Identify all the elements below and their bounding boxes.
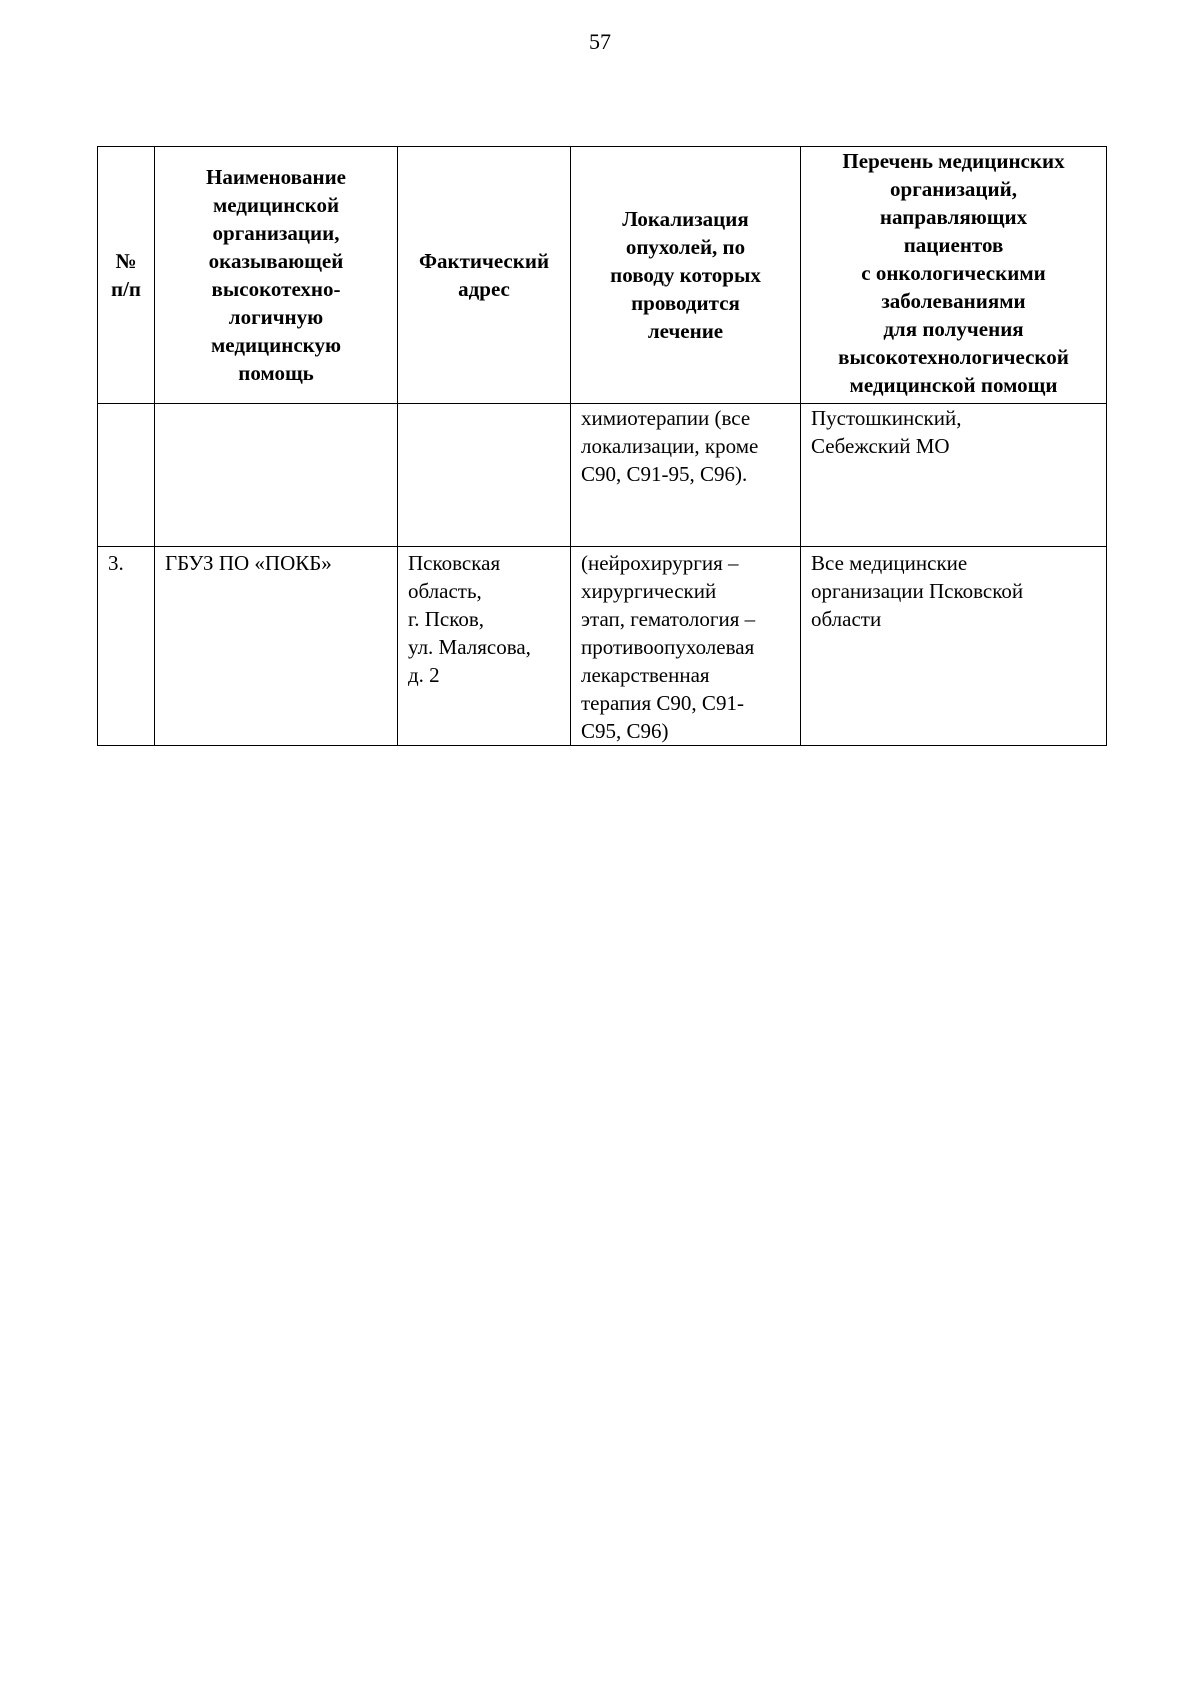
cell-number: 3.: [98, 547, 155, 746]
header-organization: Наименование медицинской организации, оказывающей высокотехно- логичную медицинскую помощь: [155, 147, 398, 404]
cell-localization: химиотерапии (все локализации, кроме С90, С91-95, С96).: [571, 404, 801, 547]
table-row: [98, 547, 1107, 746]
cell-address: [398, 404, 571, 547]
cell-number: [98, 404, 155, 547]
referral-table: [97, 146, 1107, 746]
cell-organization: [155, 404, 398, 547]
cell-localization: (нейрохирургия – хирургический этап, гематология – противоопухолевая лекарственная терапия С90, С91- С95, С96): [571, 547, 801, 746]
header-referring-organizations: Перечень медицинских организаций, направляющих пациентов с онкологическими заболеваниями для получения высокотехнологической медицинской помощи: [801, 147, 1107, 404]
table-header-row: [98, 147, 1107, 404]
page-number: 57: [589, 29, 611, 54]
cell-referring-organizations: Пустошкинский, Себежский МО: [801, 404, 1107, 547]
header-address: Фактический адрес: [398, 147, 571, 404]
table-row: [98, 404, 1107, 547]
cell-address: Псковская область, г. Псков, ул. Малясова, д. 2: [398, 547, 571, 746]
header-number: № п/п: [98, 147, 155, 404]
header-localization: Локализация опухолей, по поводу которых проводится лечение: [571, 147, 801, 404]
cell-organization: ГБУЗ ПО «ПОКБ»: [155, 547, 398, 746]
cell-referring-organizations: Все медицинские организации Псковской области: [801, 547, 1107, 746]
